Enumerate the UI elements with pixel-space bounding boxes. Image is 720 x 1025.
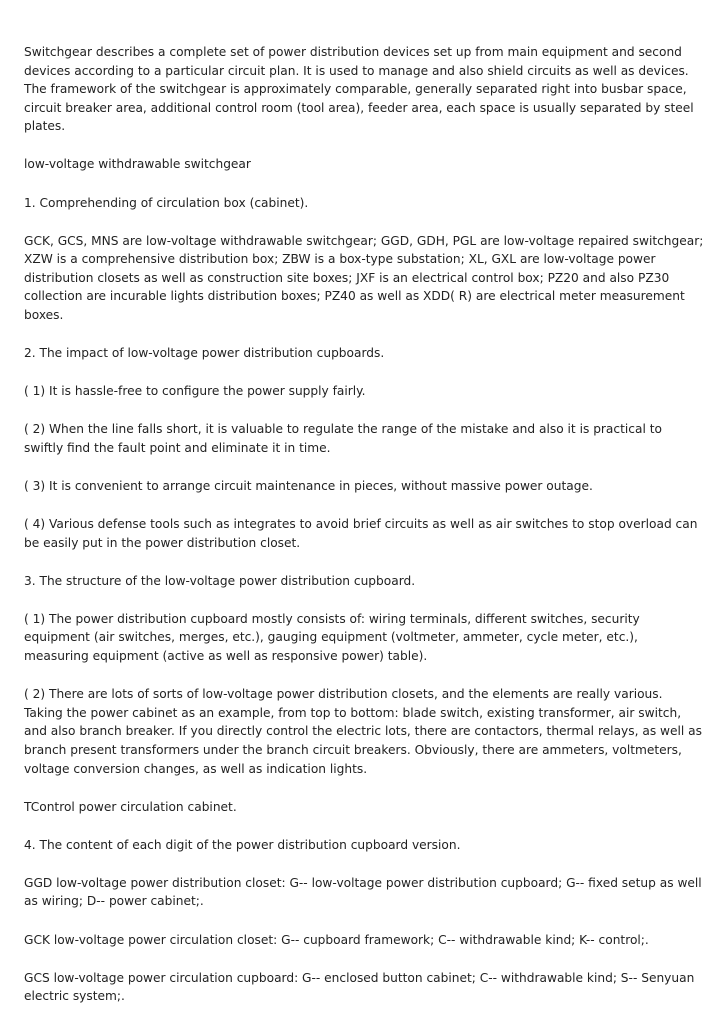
impact-item-3: ( 3) It is convenient to arrange circuit maintenance in pieces, without massive power outage.: [24, 479, 593, 493]
document-body: [24, 43, 704, 1025]
structure-item-2: ( 2) There are lots of sorts of low-voltage power distribution closets, and the elements are really various. Taking the power cabinet as an example, from top to bottom: blade switch, existing transformer, air switch, and also branch breaker. If you directly control the electric lots, there are contactors, thermal relays, as well as branch present transformers under the branch circuit breakers. Obviously, there are ammeters, voltmeters, voltage conversion changes, as well as indication lights.: [24, 687, 702, 776]
impact-item-4: ( 4) Various defense tools such as integrates to avoid brief circuits as well as air switches to stop overload can be easily put in the power distribution closet.: [24, 517, 698, 550]
section-heading-4: 4. The content of each digit of the power distribution cupboard version.: [24, 837, 461, 852]
section-heading-3: 3. The structure of the low-voltage power distribution cupboard.: [24, 573, 416, 588]
structure-item-1: ( 1) The power distribution cupboard mostly consists of: wiring terminals, different switches, security equipment (air switches, merges, etc.), gauging equipment (voltmeter, ammeter, cycle meter, etc.), measuring equipment (active as well as responsive power) table).: [24, 611, 640, 664]
section-heading-2: 2. The impact of low-voltage power distribution cupboards.: [24, 346, 385, 361]
impact-item-1: ( 1) It is hassle-free to configure the power supply fairly.: [24, 384, 366, 399]
gck-definition: GCK low-voltage power circulation closet: G-- cupboard framework; C-- withdrawable kind; K-- control;.: [24, 932, 649, 947]
switchgear-types-paragraph: GCK, GCS, MNS are low-voltage withdrawable switchgear; GGD, GDH, PGL are low-voltage repaired switchgear; XZW is a comprehensive distribution box; ZBW is a box-type substation; XL, GXL are low-voltage power distribution closets as well as construction site boxes; JXF is an electrical control box; PZ20 and also PZ30 collection are incurable lights distribution boxes; PZ40 as well as XDD( R) are electrical meter measurement boxes.: [24, 233, 704, 323]
control-cabinet-caption: TControl power circulation cabinet.: [24, 799, 237, 814]
gcs-definition: GCS low-voltage power circulation cupboard: G-- enclosed button cabinet; C-- withdrawable kind; S-- Senyuan electric system;.: [24, 970, 695, 1004]
ggd-definition: GGD low-voltage power distribution closet: G-- low-voltage power distribution cupboard; G-- fixed setup as well as wiring; D-- power cabinet;.: [24, 875, 702, 909]
subheading-withdrawable-switchgear: low-voltage withdrawable switchgear: [24, 157, 251, 172]
intro-paragraph: Switchgear describes a complete set of power distribution devices set up from main equipment and second devices according to a particular circuit plan. It is used to manage and also shield circuits as well as devices. The framework of the switchgear is approximately comparable, generally separated right into busbar space, circuit breaker area, additional control room (tool area), feeder area, each space is usually separated by steel plates.: [24, 45, 694, 134]
section-heading-1: 1. Comprehending of circulation box (cabinet).: [24, 195, 309, 210]
impact-item-2: ( 2) When the line falls short, it is valuable to regulate the range of the mistake and also it is practical to swiftly find the fault point and eliminate it in time.: [24, 422, 662, 455]
